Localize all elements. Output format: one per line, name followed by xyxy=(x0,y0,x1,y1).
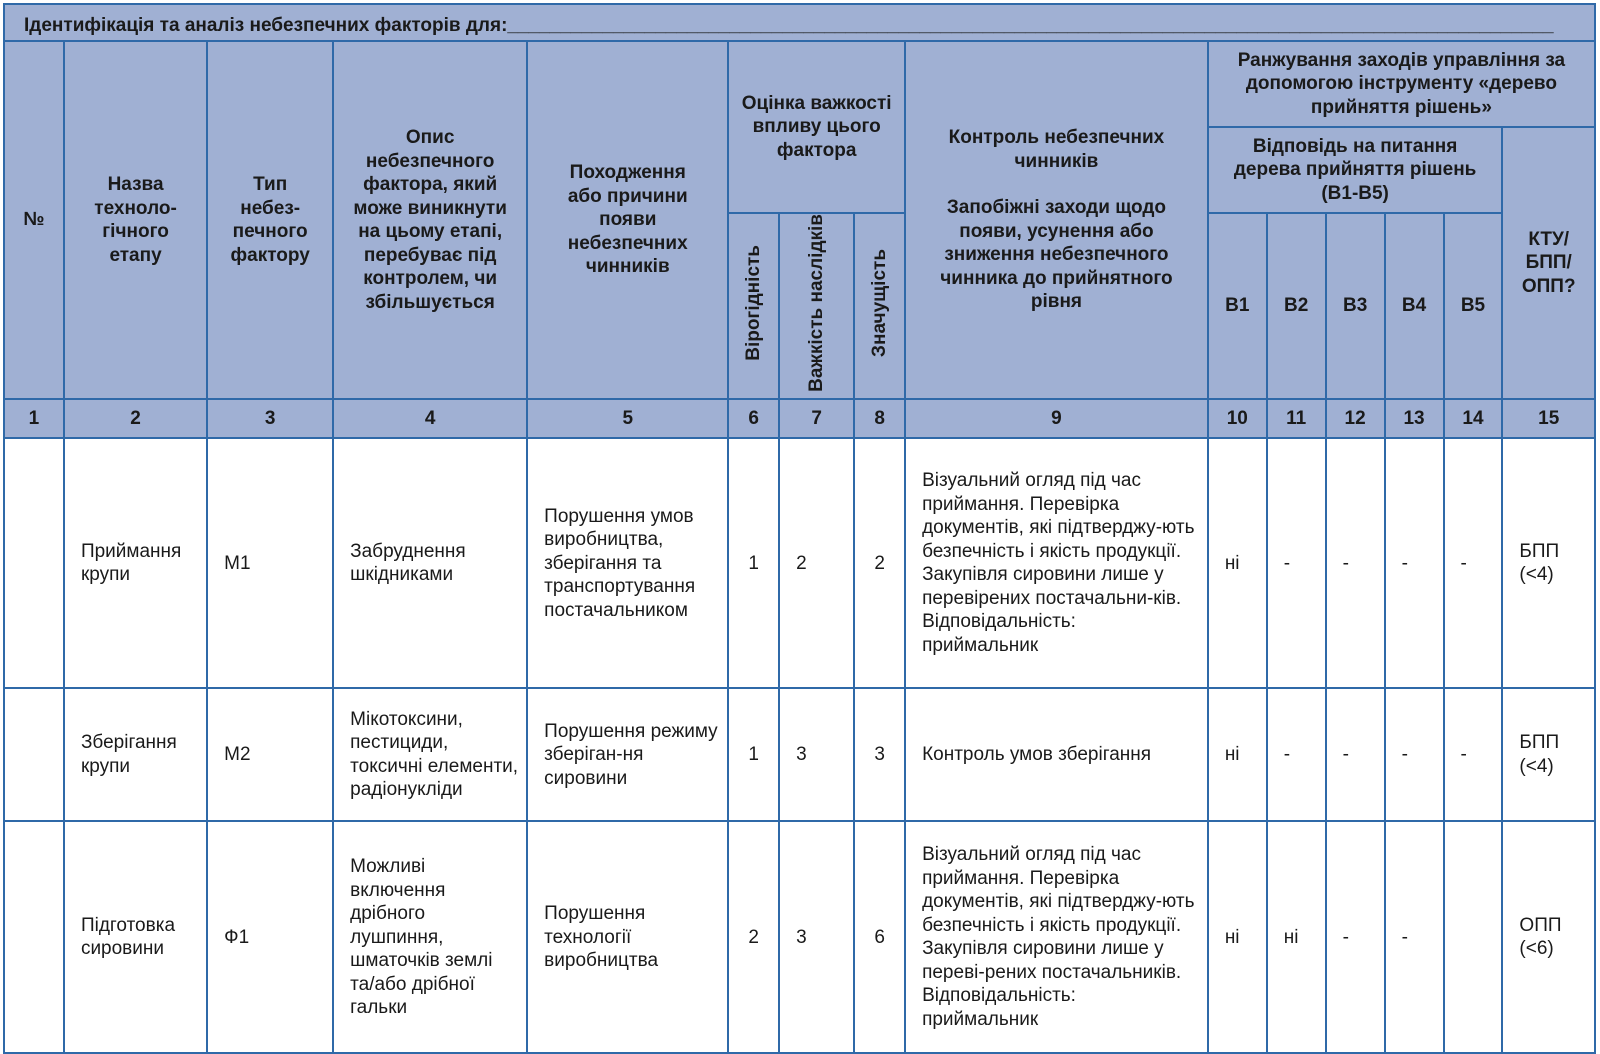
answer-b5: - xyxy=(1444,438,1503,688)
hazard-origin: Порушення умов виробництва, зберігання та транспортування постачальником xyxy=(527,438,728,688)
header-decision-tree-answers xyxy=(1208,127,1503,213)
column-number: 3 xyxy=(207,399,333,438)
hazard-table xyxy=(3,40,1596,1054)
answer-b2: - xyxy=(1267,688,1326,821)
header-hazard-description-text: Опис небезпечного фактора, який може виникнути на цьому етапі, перебуває під контролем, чи збільшується xyxy=(353,127,507,313)
header-b2: В2 xyxy=(1267,213,1326,399)
column-number: 7 xyxy=(779,399,854,438)
header-significance xyxy=(854,213,905,399)
control-point-result: БПП (<4) xyxy=(1502,438,1595,688)
header-origin xyxy=(527,41,728,399)
column-number: 4 xyxy=(333,399,527,438)
hazard-description: Забруднення шкідниками xyxy=(333,438,527,688)
column-number: 8 xyxy=(854,399,905,438)
answer-b3: - xyxy=(1326,821,1385,1053)
header-b4: В4 xyxy=(1385,213,1444,399)
header-severity-assessment-text: Оцінка важкості впливу цього фактора xyxy=(741,92,892,161)
hazard-origin: Порушення режиму зберіган-ня сировини xyxy=(527,688,728,821)
stage-name: Приймання крупи xyxy=(64,438,207,688)
answer-b4: - xyxy=(1385,821,1444,1053)
severity-value: 2 xyxy=(779,438,854,688)
row-number xyxy=(4,438,64,688)
control-point-result: ОПП (<6) xyxy=(1502,821,1595,1053)
stage-name: Підготовка сировини xyxy=(64,821,207,1053)
header-stage-name-text: Назва техноло-гічного етапу xyxy=(94,174,177,266)
column-number: 1 xyxy=(4,399,64,438)
header-number: № xyxy=(4,41,64,399)
header-severity xyxy=(779,213,854,399)
header-result xyxy=(1502,127,1595,399)
significance-value: 6 xyxy=(854,821,905,1053)
header-severity-assessment xyxy=(728,41,905,213)
probability-value: 1 xyxy=(728,438,779,688)
column-number: 15 xyxy=(1502,399,1595,438)
header-stage-name xyxy=(64,41,207,399)
header-decision-tree-answers-text: Відповідь на питання дерева прийняття рішень (В1-В5) xyxy=(1233,135,1477,204)
header-result-text: КТУ/ БПП/ ОПП? xyxy=(1521,228,1576,297)
control-point-result: БПП (<4) xyxy=(1502,688,1595,821)
hazard-type: М1 xyxy=(207,438,333,688)
column-number: 9 xyxy=(905,399,1208,438)
significance-value: 3 xyxy=(854,688,905,821)
header-ranking-group-text: Ранжування заходів управління за допомогою інструменту «дерево прийняття рішень» xyxy=(1237,49,1566,118)
header-b3: В3 xyxy=(1326,213,1385,399)
answer-b1: ні xyxy=(1208,821,1267,1053)
hazard-description: Можливі включення дрібного лушпиння, шматочків землі та/або дрібної гальки xyxy=(333,821,527,1053)
hazard-origin: Порушення технології виробництва xyxy=(527,821,728,1053)
row-number xyxy=(4,688,64,821)
severity-value: 3 xyxy=(779,688,854,821)
column-number: 11 xyxy=(1267,399,1326,438)
header-control xyxy=(905,41,1208,399)
answer-b1: ні xyxy=(1208,688,1267,821)
header-control-measures: Запобіжні заходи щодо появи, усунення або зниження небезпечного чинника до прийнятного рівня xyxy=(940,197,1173,313)
header-origin-text: Походження або причини появи небезпечних чинників xyxy=(567,162,688,278)
answer-b1: ні xyxy=(1208,438,1267,688)
header-b1: В1 xyxy=(1208,213,1267,399)
column-number: 6 xyxy=(728,399,779,438)
column-number: 12 xyxy=(1326,399,1385,438)
control-measures: Контроль умов зберігання xyxy=(905,688,1208,821)
stage-name: Зберігання крупи xyxy=(64,688,207,821)
table-row xyxy=(4,438,1595,688)
header-probability xyxy=(728,213,779,399)
answer-b5: - xyxy=(1444,688,1503,821)
header-probability-text: Вірогідність xyxy=(742,245,764,361)
answer-b2: ні xyxy=(1267,821,1326,1053)
answer-b5 xyxy=(1444,821,1503,1053)
header-ranking-group xyxy=(1208,41,1595,127)
column-number: 14 xyxy=(1444,399,1503,438)
probability-value: 1 xyxy=(728,688,779,821)
header-hazard-type xyxy=(207,41,333,399)
row-number xyxy=(4,821,64,1053)
column-number: 2 xyxy=(64,399,207,438)
control-measures: Візуальний огляд під час приймання. Перевірка документів, які підтверджу-ють безпечність і якість продукції. Закупівля сировини лише у переві-рених постачальників. Відповідальність: приймальник xyxy=(905,821,1208,1053)
table-row xyxy=(4,688,1595,821)
header-control-title: Контроль небезпечних чинників xyxy=(948,127,1165,172)
hazard-type: М2 xyxy=(207,688,333,821)
answer-b3: - xyxy=(1326,688,1385,821)
answer-b4: - xyxy=(1385,688,1444,821)
table-row xyxy=(4,821,1595,1053)
column-number: 5 xyxy=(527,399,728,438)
header-b5: В5 xyxy=(1444,213,1503,399)
significance-value: 2 xyxy=(854,438,905,688)
hazard-description: Мікотоксини, пестициди, токсичні елементи, радіонукліди xyxy=(333,688,527,821)
header-severity-text: Важкість наслідків xyxy=(805,214,827,392)
column-number: 13 xyxy=(1385,399,1444,438)
header-hazard-type-text: Тип небез-печного фактору xyxy=(230,174,310,266)
column-number-row xyxy=(4,399,1595,438)
column-number: 10 xyxy=(1208,399,1267,438)
control-measures: Візуальний огляд під час приймання. Перевірка документів, які підтверджу-ють безпечність і якість продукції. Закупівля сировини лише у перевірених постачальни-ків. Відповідальність: приймальник xyxy=(905,438,1208,688)
form-title: Ідентифікація та аналіз небезпечних факторів для:___________________________________________________________________________________________________ xyxy=(3,3,1596,42)
answer-b4: - xyxy=(1385,438,1444,688)
probability-value: 2 xyxy=(728,821,779,1053)
answer-b3: - xyxy=(1326,438,1385,688)
header-hazard-description xyxy=(333,41,527,399)
answer-b2: - xyxy=(1267,438,1326,688)
severity-value: 3 xyxy=(779,821,854,1053)
hazard-type: Ф1 xyxy=(207,821,333,1053)
header-significance-text: Значущість xyxy=(868,248,890,357)
